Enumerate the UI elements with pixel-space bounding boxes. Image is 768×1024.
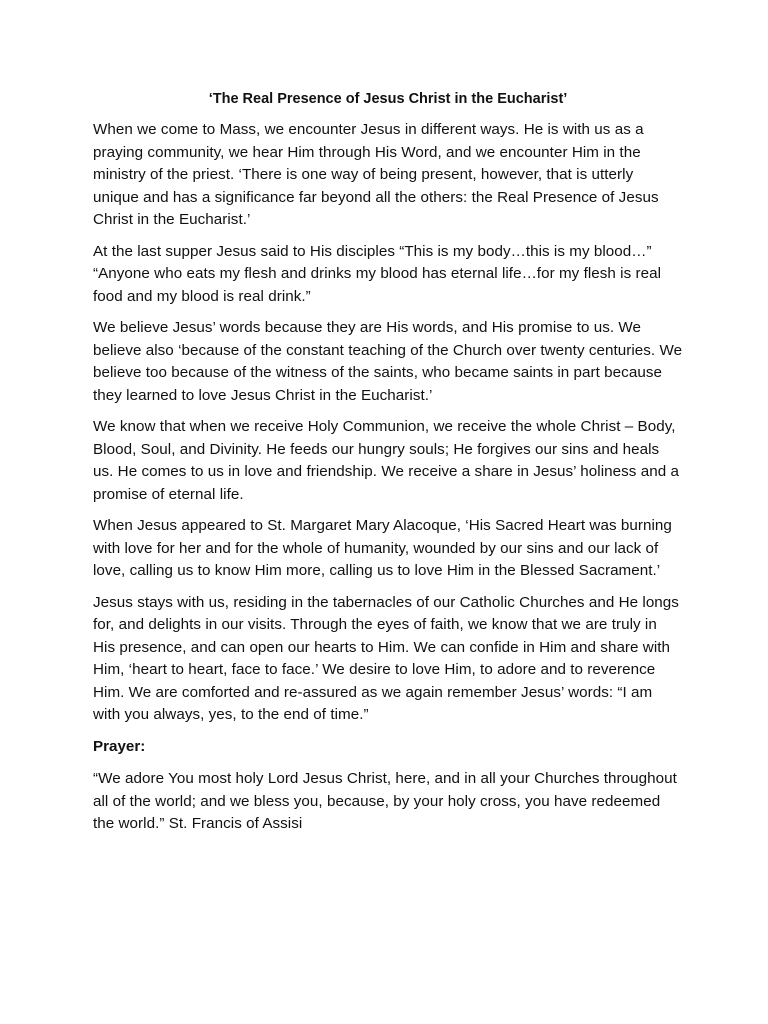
paragraph-last-supper: At the last supper Jesus said to His disciples “This is my body…this is my blood…” “Anyone who eats my flesh and drinks my blood has eternal life…for my flesh is real food and my blood is real drink.” (93, 242, 662, 305)
document-title: ‘The Real Presence of Jesus Christ in the Eucharist’ (208, 91, 568, 107)
prayer-label: Prayer: (93, 737, 146, 755)
paragraph-holy-communion: We know that when we receive Holy Communion, we receive the whole Christ – Body, Blood, Soul, and Divinity. He feeds our hungry souls; He forgives our sins and heals us. He comes to us in love and friendship. We receive a share in Jesus’ holiness and a promise of eternal life. (93, 418, 679, 503)
document-page (93, 88, 683, 845)
prayer-text: “We adore You most holy Lord Jesus Christ, here, and in all your Churches throughout all of the world; and we bless you, because, by your holy cross, you have redeemed the world.” St. Francis of Assisi (93, 770, 677, 832)
paragraph-sacred-heart: When Jesus appeared to St. Margaret Mary Alacoque, ‘His Sacred Heart was burning with love for her and for the whole of humanity, wounded by our sins and our lack of love, calling us to know Him more, calling us to love Him in the Blessed Sacrament.’ (93, 517, 672, 579)
paragraph-mass-encounter: When we come to Mass, we encounter Jesus in different ways. He is with us as a praying community, we hear Him through His Word, and we encounter Him in the ministry of the priest. ‘There is one way of being present, however, that is utterly unique and has a significance far beyond all the others: the Real Presence of Jesus Christ in the Eucharist.’ (93, 121, 659, 228)
paragraph-tabernacle: Jesus stays with us, residing in the tabernacles of our Catholic Churches and He longs for, and delights in our visits. Through the eyes of faith, we know that we are truly in His presence, and can open our hearts to Him. We can confide in Him and share with Him, ‘heart to heart, face to face.’ We desire to love Him, to adore and to reverence Him. We are comforted and re-assured as we again remember Jesus’ words: “I am with you always, yes, to the end of time.” (93, 593, 679, 723)
paragraph-belief: We believe Jesus’ words because they are His words, and His promise to us. We believe also ‘because of the constant teaching of the Church over twenty centuries. We believe too because of the witness of the saints, who became saints in part because they learned to love Jesus Christ in the Eucharist.’ (93, 319, 683, 404)
